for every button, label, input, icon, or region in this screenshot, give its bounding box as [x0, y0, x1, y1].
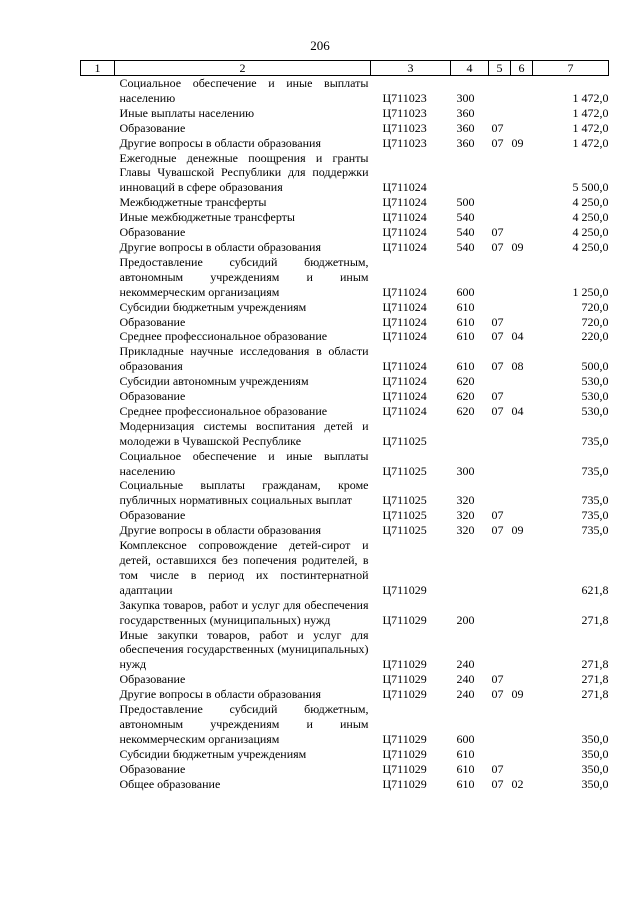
- table-row: [81, 687, 609, 702]
- table-row: [81, 106, 609, 121]
- section-cell: [489, 538, 511, 598]
- target-article-code-cell: Ц711029: [382, 761, 427, 776]
- section-cell: [489, 419, 511, 449]
- row-name-cell: Ежегодные денежные поощрения и гранты Главы Чувашской Республики для поддержки инноваций в сфере образования: [119, 150, 369, 195]
- target-article-code-cell: Ц711029: [382, 582, 427, 597]
- target-article-code-cell: Ц711024: [382, 359, 427, 374]
- section-cell: [489, 374, 511, 389]
- section-cell: [489, 747, 511, 762]
- row-name-cell: Образование: [119, 120, 186, 135]
- section-cell: 07: [491, 672, 504, 687]
- expense-type-cell: 300: [456, 90, 475, 105]
- target-article-code-cell: Ц711029: [382, 612, 427, 627]
- target-article-code-cell: Ц711029: [382, 657, 427, 672]
- expense-type-cell: 610: [456, 314, 475, 329]
- target-article-code-cell: Ц711024: [382, 389, 427, 404]
- section-cell: [489, 255, 511, 300]
- amount-cell: 350,0: [581, 776, 609, 791]
- row-index-cell: [81, 449, 115, 479]
- subsection-cell: [511, 300, 533, 315]
- target-article-code-cell: Ц711029: [382, 746, 427, 761]
- column-header-2: 2: [115, 61, 371, 76]
- table-row: [81, 449, 609, 479]
- row-index-cell: [81, 225, 115, 240]
- target-article-code-cell: Ц711025: [382, 463, 427, 478]
- row-index-cell: [81, 687, 115, 702]
- amount-cell: 4 250,0: [572, 210, 609, 225]
- target-article-code-cell: Ц711024: [382, 180, 427, 195]
- amount-cell: 1 472,0: [572, 120, 609, 135]
- expense-type-cell: 360: [456, 135, 475, 150]
- row-name-cell: Другие вопросы в области образования: [119, 523, 321, 538]
- amount-cell: 735,0: [581, 508, 609, 523]
- row-name-cell: Социальные выплаты гражданам, кроме публичных нормативных социальных выплат: [119, 478, 369, 508]
- amount-cell: 1 250,0: [572, 284, 609, 299]
- table-row: [81, 762, 609, 777]
- row-index-cell: [81, 478, 115, 508]
- column-header-1: 1: [81, 61, 115, 76]
- row-name-cell: Другие вопросы в области образования: [119, 239, 321, 254]
- table-row: [81, 747, 609, 762]
- amount-cell: 1 472,0: [572, 135, 609, 150]
- section-cell: 07: [491, 403, 504, 418]
- row-index-cell: [81, 210, 115, 225]
- row-name-cell: Социальное обеспечение и иные выплаты населению: [119, 448, 369, 478]
- section-cell: 07: [491, 761, 504, 776]
- row-index-cell: [81, 106, 115, 121]
- expense-type-cell: 620: [456, 374, 475, 389]
- row-index-cell: [81, 151, 115, 196]
- subsection-cell: [511, 538, 533, 598]
- column-header-7: 7: [533, 61, 609, 76]
- subsection-cell: [511, 315, 533, 330]
- row-name-cell: Закупка товаров, работ и услуг для обеспечения государственных (муниципальных) нужд: [119, 597, 369, 627]
- expense-type-cell: 610: [456, 761, 475, 776]
- row-index-cell: [81, 329, 115, 344]
- amount-cell: 271,8: [581, 672, 609, 687]
- expense-type-cell: 240: [456, 672, 475, 687]
- target-article-code-cell: Ц711024: [382, 329, 427, 344]
- expense-type-cell: 320: [456, 508, 475, 523]
- table-row: [81, 598, 609, 628]
- row-index-cell: [81, 598, 115, 628]
- row-index-cell: [81, 508, 115, 523]
- section-cell: 07: [491, 314, 504, 329]
- subsection-cell: [511, 598, 533, 628]
- target-article-code-cell: Ц711024: [382, 195, 427, 210]
- section-cell: 07: [491, 225, 504, 240]
- row-index-cell: [81, 389, 115, 404]
- table-row: [81, 255, 609, 300]
- target-article-code-cell: Ц711029: [382, 687, 427, 702]
- amount-cell: 720,0: [581, 314, 609, 329]
- row-index-cell: [81, 76, 115, 106]
- row-index-cell: [81, 374, 115, 389]
- row-name-cell: Субсидии бюджетным учреждениям: [119, 299, 307, 314]
- expense-type-cell: [451, 538, 489, 598]
- table-row: [81, 404, 609, 419]
- row-name-cell: Образование: [119, 389, 186, 404]
- row-name-cell: Среднее профессиональное образование: [119, 329, 328, 344]
- table-row: [81, 121, 609, 136]
- section-cell: [489, 210, 511, 225]
- amount-cell: 350,0: [581, 761, 609, 776]
- table-row: [81, 523, 609, 538]
- subsection-cell: 02: [511, 776, 524, 791]
- row-name-cell: Субсидии автономным учреждениям: [119, 374, 309, 389]
- row-name-cell: Общее образование: [119, 776, 221, 791]
- section-cell: [489, 478, 511, 508]
- row-name-cell: Образование: [119, 508, 186, 523]
- expense-type-cell: 610: [456, 746, 475, 761]
- subsection-cell: [511, 628, 533, 673]
- row-name-cell: Комплексное сопровождение детей-сирот и детей, оставшихся без попечения родителей, в том числе в период их постинтернатной адаптации: [119, 538, 369, 597]
- target-article-code-cell: Ц711024: [382, 299, 427, 314]
- expense-type-cell: 620: [456, 403, 475, 418]
- column-number-header: [81, 61, 609, 76]
- row-index-cell: [81, 300, 115, 315]
- row-name-cell: Образование: [119, 225, 186, 240]
- table-row: [81, 136, 609, 151]
- subsection-cell: [511, 747, 533, 762]
- expense-type-cell: 360: [456, 105, 475, 120]
- amount-cell: 271,8: [581, 612, 609, 627]
- target-article-code-cell: Ц711029: [382, 672, 427, 687]
- expense-type-cell: 600: [456, 731, 475, 746]
- subsection-cell: [511, 762, 533, 777]
- target-article-code-cell: Ц711024: [382, 314, 427, 329]
- table-row: [81, 374, 609, 389]
- subsection-cell: 09: [511, 523, 524, 538]
- column-header-5: 5: [489, 61, 511, 76]
- subsection-cell: 09: [511, 239, 524, 254]
- expense-type-cell: 200: [456, 612, 475, 627]
- section-cell: 07: [491, 135, 504, 150]
- amount-cell: 5 500,0: [572, 180, 609, 195]
- target-article-code-cell: Ц711024: [382, 225, 427, 240]
- expense-type-cell: 610: [456, 329, 475, 344]
- amount-cell: 530,0: [581, 389, 609, 404]
- row-index-cell: [81, 747, 115, 762]
- row-index-cell: [81, 419, 115, 449]
- expense-type-cell: 300: [456, 463, 475, 478]
- table-row: [81, 195, 609, 210]
- table-row: [81, 210, 609, 225]
- column-header-4: 4: [451, 61, 489, 76]
- target-article-code-cell: Ц711023: [382, 120, 427, 135]
- subsection-cell: [511, 478, 533, 508]
- amount-cell: 735,0: [581, 523, 609, 538]
- row-index-cell: [81, 344, 115, 374]
- amount-cell: 720,0: [581, 299, 609, 314]
- expense-type-cell: 610: [456, 299, 475, 314]
- row-name-cell: Субсидии бюджетным учреждениям: [119, 746, 307, 761]
- subsection-cell: [511, 255, 533, 300]
- table-row: [81, 538, 609, 598]
- row-name-cell: Предоставление субсидий бюджетным, автономным учреждениям и иным некоммерческим организациям: [119, 254, 369, 299]
- row-name-cell: Другие вопросы в области образования: [119, 135, 321, 150]
- row-index-cell: [81, 777, 115, 792]
- row-index-cell: [81, 672, 115, 687]
- amount-cell: 4 250,0: [572, 225, 609, 240]
- subsection-cell: [511, 210, 533, 225]
- amount-cell: 735,0: [581, 493, 609, 508]
- row-name-cell: Образование: [119, 761, 186, 776]
- row-name-cell: Модернизация системы воспитания детей и молодежи в Чувашской Республике: [119, 418, 369, 448]
- target-article-code-cell: Ц711023: [382, 135, 427, 150]
- subsection-cell: 04: [511, 329, 524, 344]
- section-cell: 07: [491, 523, 504, 538]
- row-index-cell: [81, 136, 115, 151]
- subsection-cell: [511, 225, 533, 240]
- expense-type-cell: 540: [456, 225, 475, 240]
- expense-type-cell: 500: [456, 195, 475, 210]
- expense-type-cell: [451, 151, 489, 196]
- section-cell: [489, 106, 511, 121]
- section-cell: 07: [491, 329, 504, 344]
- row-name-cell: Иные закупки товаров, работ и услуг для обеспечения государственных (муниципальных) нужд: [119, 627, 369, 672]
- section-cell: 07: [491, 687, 504, 702]
- target-article-code-cell: Ц711025: [382, 433, 427, 448]
- expense-type-cell: 240: [456, 687, 475, 702]
- expense-type-cell: 240: [456, 657, 475, 672]
- target-article-code-cell: Ц711024: [382, 239, 427, 254]
- target-article-code-cell: Ц711024: [382, 210, 427, 225]
- row-name-cell: Образование: [119, 672, 186, 687]
- table-row: [81, 225, 609, 240]
- target-article-code-cell: Ц711023: [382, 90, 427, 105]
- row-index-cell: [81, 702, 115, 747]
- target-article-code-cell: Ц711024: [382, 403, 427, 418]
- amount-cell: 271,8: [581, 687, 609, 702]
- amount-cell: 350,0: [581, 731, 609, 746]
- subsection-cell: [511, 508, 533, 523]
- row-index-cell: [81, 628, 115, 673]
- row-index-cell: [81, 121, 115, 136]
- section-cell: 07: [491, 359, 504, 374]
- subsection-cell: [511, 374, 533, 389]
- row-name-cell: Социальное обеспечение и иные выплаты населению: [119, 76, 369, 105]
- subsection-cell: [511, 672, 533, 687]
- table-row: [81, 478, 609, 508]
- section-cell: [489, 300, 511, 315]
- row-name-cell: Другие вопросы в области образования: [119, 687, 321, 702]
- row-name-cell: Среднее профессиональное образование: [119, 403, 328, 418]
- subsection-cell: [511, 151, 533, 196]
- row-index-cell: [81, 538, 115, 598]
- subsection-cell: [511, 449, 533, 479]
- amount-cell: 735,0: [581, 433, 609, 448]
- subsection-cell: [511, 389, 533, 404]
- row-name-cell: Образование: [119, 314, 186, 329]
- section-cell: [489, 598, 511, 628]
- expense-type-cell: 320: [456, 493, 475, 508]
- row-index-cell: [81, 404, 115, 419]
- expense-type-cell: 620: [456, 389, 475, 404]
- expense-type-cell: 540: [456, 210, 475, 225]
- target-article-code-cell: Ц711025: [382, 508, 427, 523]
- amount-cell: 621,8: [581, 582, 609, 597]
- expense-type-cell: 320: [456, 523, 475, 538]
- page-number: 206: [310, 38, 330, 53]
- table-body: [81, 76, 609, 792]
- expense-type-cell: 610: [456, 359, 475, 374]
- row-name-cell: Иные выплаты населению: [119, 105, 255, 120]
- amount-cell: 530,0: [581, 374, 609, 389]
- column-header-6: 6: [511, 61, 533, 76]
- subsection-cell: [511, 106, 533, 121]
- expense-type-cell: 610: [456, 776, 475, 791]
- table-row: [81, 151, 609, 196]
- amount-cell: 4 250,0: [572, 195, 609, 210]
- table-row: [81, 315, 609, 330]
- subsection-cell: 09: [511, 687, 524, 702]
- row-index-cell: [81, 315, 115, 330]
- section-cell: 07: [491, 389, 504, 404]
- amount-cell: 735,0: [581, 463, 609, 478]
- subsection-cell: 08: [511, 359, 524, 374]
- subsection-cell: [511, 419, 533, 449]
- row-name-cell: Межбюджетные трансферты: [119, 195, 267, 210]
- subsection-cell: 09: [511, 135, 524, 150]
- amount-cell: 500,0: [581, 359, 609, 374]
- amount-cell: 350,0: [581, 746, 609, 761]
- table-row: [81, 389, 609, 404]
- section-cell: [489, 628, 511, 673]
- table-row: [81, 777, 609, 792]
- section-cell: 07: [491, 239, 504, 254]
- table-row: [81, 76, 609, 106]
- section-cell: 07: [491, 776, 504, 791]
- budget-table: [80, 60, 609, 792]
- subsection-cell: [511, 76, 533, 106]
- table-row: [81, 419, 609, 449]
- row-index-cell: [81, 195, 115, 210]
- table-row: [81, 240, 609, 255]
- amount-cell: 4 250,0: [572, 239, 609, 254]
- subsection-cell: 04: [511, 403, 524, 418]
- expense-type-cell: [451, 419, 489, 449]
- column-header-3: 3: [371, 61, 451, 76]
- section-cell: [489, 195, 511, 210]
- amount-cell: 220,0: [581, 329, 609, 344]
- table-row: [81, 329, 609, 344]
- amount-cell: 1 472,0: [572, 90, 609, 105]
- row-index-cell: [81, 240, 115, 255]
- target-article-code-cell: Ц711029: [382, 776, 427, 791]
- row-index-cell: [81, 762, 115, 777]
- amount-cell: 1 472,0: [572, 105, 609, 120]
- amount-cell: 530,0: [581, 403, 609, 418]
- row-name-cell: Иные межбюджетные трансферты: [119, 210, 295, 225]
- section-cell: [489, 702, 511, 747]
- section-cell: 07: [491, 120, 504, 135]
- section-cell: [489, 76, 511, 106]
- target-article-code-cell: Ц711024: [382, 374, 427, 389]
- section-cell: [489, 449, 511, 479]
- row-name-cell: Прикладные научные исследования в области образования: [119, 344, 369, 374]
- expense-type-cell: 360: [456, 120, 475, 135]
- table-row: [81, 672, 609, 687]
- expense-type-cell: 540: [456, 239, 475, 254]
- amount-cell: 271,8: [581, 657, 609, 672]
- target-article-code-cell: Ц711024: [382, 284, 427, 299]
- target-article-code-cell: Ц711029: [382, 731, 427, 746]
- table-row: [81, 628, 609, 673]
- table-row: [81, 508, 609, 523]
- section-cell: [489, 151, 511, 196]
- table-row: [81, 300, 609, 315]
- expense-type-cell: 600: [456, 284, 475, 299]
- row-name-cell: Предоставление субсидий бюджетным, автономным учреждениям и иным некоммерческим организациям: [119, 702, 369, 746]
- row-index-cell: [81, 255, 115, 300]
- table-row: [81, 344, 609, 374]
- table-row: [81, 702, 609, 747]
- subsection-cell: [511, 195, 533, 210]
- target-article-code-cell: Ц711025: [382, 493, 427, 508]
- subsection-cell: [511, 121, 533, 136]
- subsection-cell: [511, 702, 533, 747]
- section-cell: 07: [491, 508, 504, 523]
- target-article-code-cell: Ц711025: [382, 523, 427, 538]
- target-article-code-cell: Ц711023: [382, 105, 427, 120]
- row-index-cell: [81, 523, 115, 538]
